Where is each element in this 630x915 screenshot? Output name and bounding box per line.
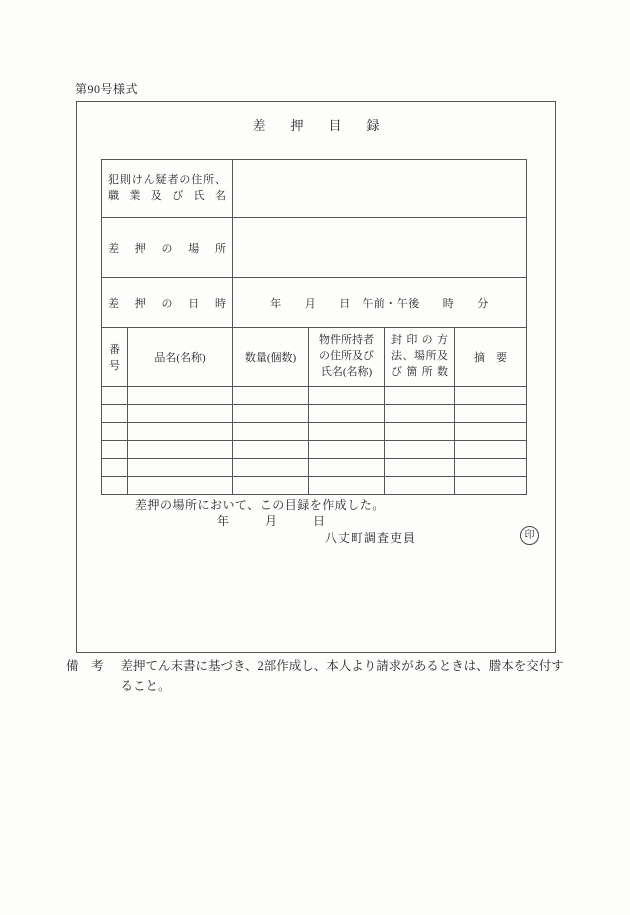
item-cell (128, 477, 233, 495)
item-cell (102, 459, 128, 477)
col-header-remarks-text: 摘 要 (474, 352, 507, 364)
item-row (102, 423, 527, 441)
remarks-text-line1: 差押てん末書に基づき、2部作成し、本人より請求があるときは、謄本を交付す (120, 659, 564, 673)
remarks-note (66, 656, 564, 696)
item-cell (385, 387, 455, 405)
item-cell (128, 441, 233, 459)
col-header-number-text: 番号 (109, 344, 120, 372)
col-header-owner-line1: 物件所持者 (319, 334, 374, 347)
item-cell (309, 405, 385, 423)
item-cell (128, 423, 233, 441)
col-header-item-name-text: 品名(名称) (154, 352, 206, 364)
seizure-place-label (102, 218, 233, 278)
remarks-text-line2: ること。 (120, 679, 171, 693)
seizure-place-row (102, 218, 527, 278)
seizure-datetime-row (102, 278, 527, 328)
item-cell (128, 459, 233, 477)
item-cell (455, 459, 527, 477)
col-header-number (102, 328, 128, 387)
col-header-item-name (128, 328, 233, 387)
closing-date-line: 年 月 日 (217, 514, 326, 528)
col-header-owner (309, 328, 385, 387)
form-number: 第90号様式 (75, 82, 139, 96)
item-cell (309, 441, 385, 459)
item-cell (102, 387, 128, 405)
suspect-info-value-cell (233, 160, 527, 218)
item-cell (309, 459, 385, 477)
suspect-info-row (102, 160, 527, 218)
seizure-place-value-cell (233, 218, 527, 278)
item-row (102, 441, 527, 459)
item-cell (385, 459, 455, 477)
col-header-quantity-text: 数量(個数) (244, 352, 297, 364)
closing-statement: 差押の場所において、この目録を作成した。 (135, 498, 385, 512)
item-cell (233, 459, 309, 477)
item-cell (455, 387, 527, 405)
col-header-owner-line3: 氏名(名称) (320, 365, 373, 378)
item-cell (233, 441, 309, 459)
col-header-seal-method (385, 328, 455, 387)
item-row (102, 405, 527, 423)
seizure-datetime-label-text: 差押の日時 (108, 297, 226, 310)
form-border-box (76, 101, 556, 653)
item-cell (385, 477, 455, 495)
page-title: 差 押 目 録 (252, 118, 386, 133)
remarks-label: 備 考 (66, 659, 104, 673)
seal-mark-icon (520, 526, 539, 545)
item-cell (385, 423, 455, 441)
item-row (102, 477, 527, 495)
item-cell (233, 405, 309, 423)
closing-official-title: 八丈町調査吏員 (325, 531, 417, 545)
item-cell (102, 423, 128, 441)
item-cell (455, 423, 527, 441)
seal-mark-char: 印 (524, 529, 535, 541)
item-cell (385, 405, 455, 423)
item-cell (455, 441, 527, 459)
item-row (102, 387, 527, 405)
col-header-remarks (455, 328, 527, 387)
item-cell (455, 477, 527, 495)
col-header-quantity (233, 328, 309, 387)
col-header-seal-method-line2: 法、場所及 (391, 350, 448, 363)
item-cell (309, 423, 385, 441)
item-cell (233, 387, 309, 405)
suspect-info-label (102, 160, 233, 218)
seizure-place-label-text: 差押の場所 (108, 242, 226, 255)
item-cell (309, 387, 385, 405)
item-cell (233, 477, 309, 495)
item-cell (102, 441, 128, 459)
item-cell (102, 477, 128, 495)
table-header-row (102, 328, 527, 387)
item-cell (455, 405, 527, 423)
col-header-seal-method-line1: 封印の方 (391, 334, 448, 347)
item-cell (309, 477, 385, 495)
suspect-info-label-line2: 職業及び氏名 (108, 189, 226, 202)
suspect-info-label-line1: 犯則けん疑者の住所、 (108, 173, 226, 186)
item-cell (102, 405, 128, 423)
item-cell (385, 441, 455, 459)
seizure-inventory-table (101, 159, 527, 495)
item-cell (128, 387, 233, 405)
item-cell (128, 405, 233, 423)
seizure-datetime-template-text: 年 月 日 午前・午後 時 分 (270, 297, 489, 310)
seizure-datetime-value-cell (233, 278, 527, 328)
col-header-owner-line2: の住所及び (319, 350, 374, 363)
remarks-text (121, 656, 564, 696)
item-cell (233, 423, 309, 441)
item-row (102, 459, 527, 477)
seizure-datetime-label (102, 278, 233, 328)
col-header-seal-method-line3: び箇所数 (391, 365, 448, 378)
